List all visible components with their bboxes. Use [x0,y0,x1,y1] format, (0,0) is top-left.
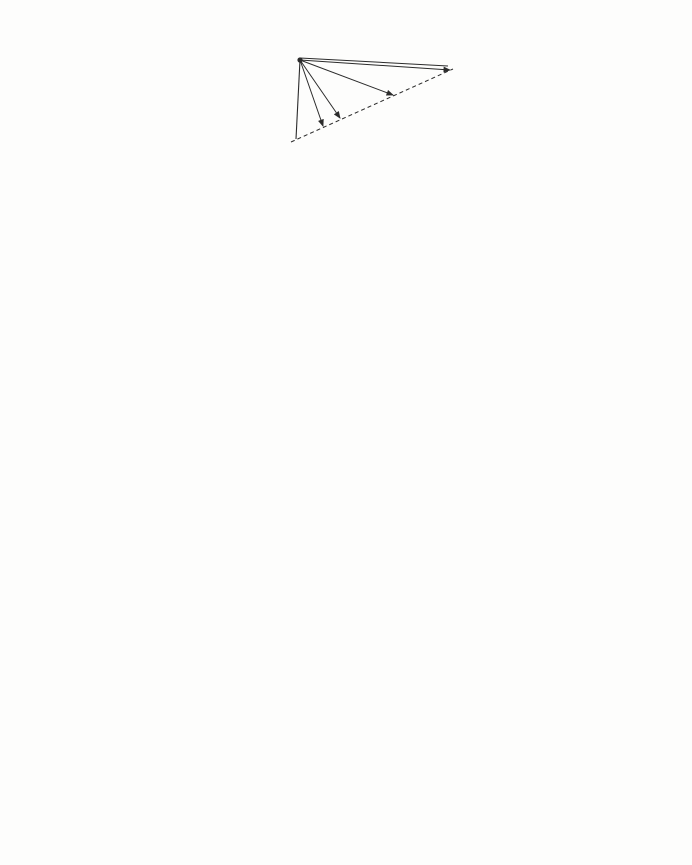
footer [40,823,658,855]
gravity-vector-line [296,60,300,139]
force-triangle-diagram [252,49,487,149]
force-locus-dashed-line [291,69,453,142]
force-arrow-2 [300,60,340,118]
force-arrow-1 [300,60,323,126]
force-triangle-figure [252,49,658,154]
